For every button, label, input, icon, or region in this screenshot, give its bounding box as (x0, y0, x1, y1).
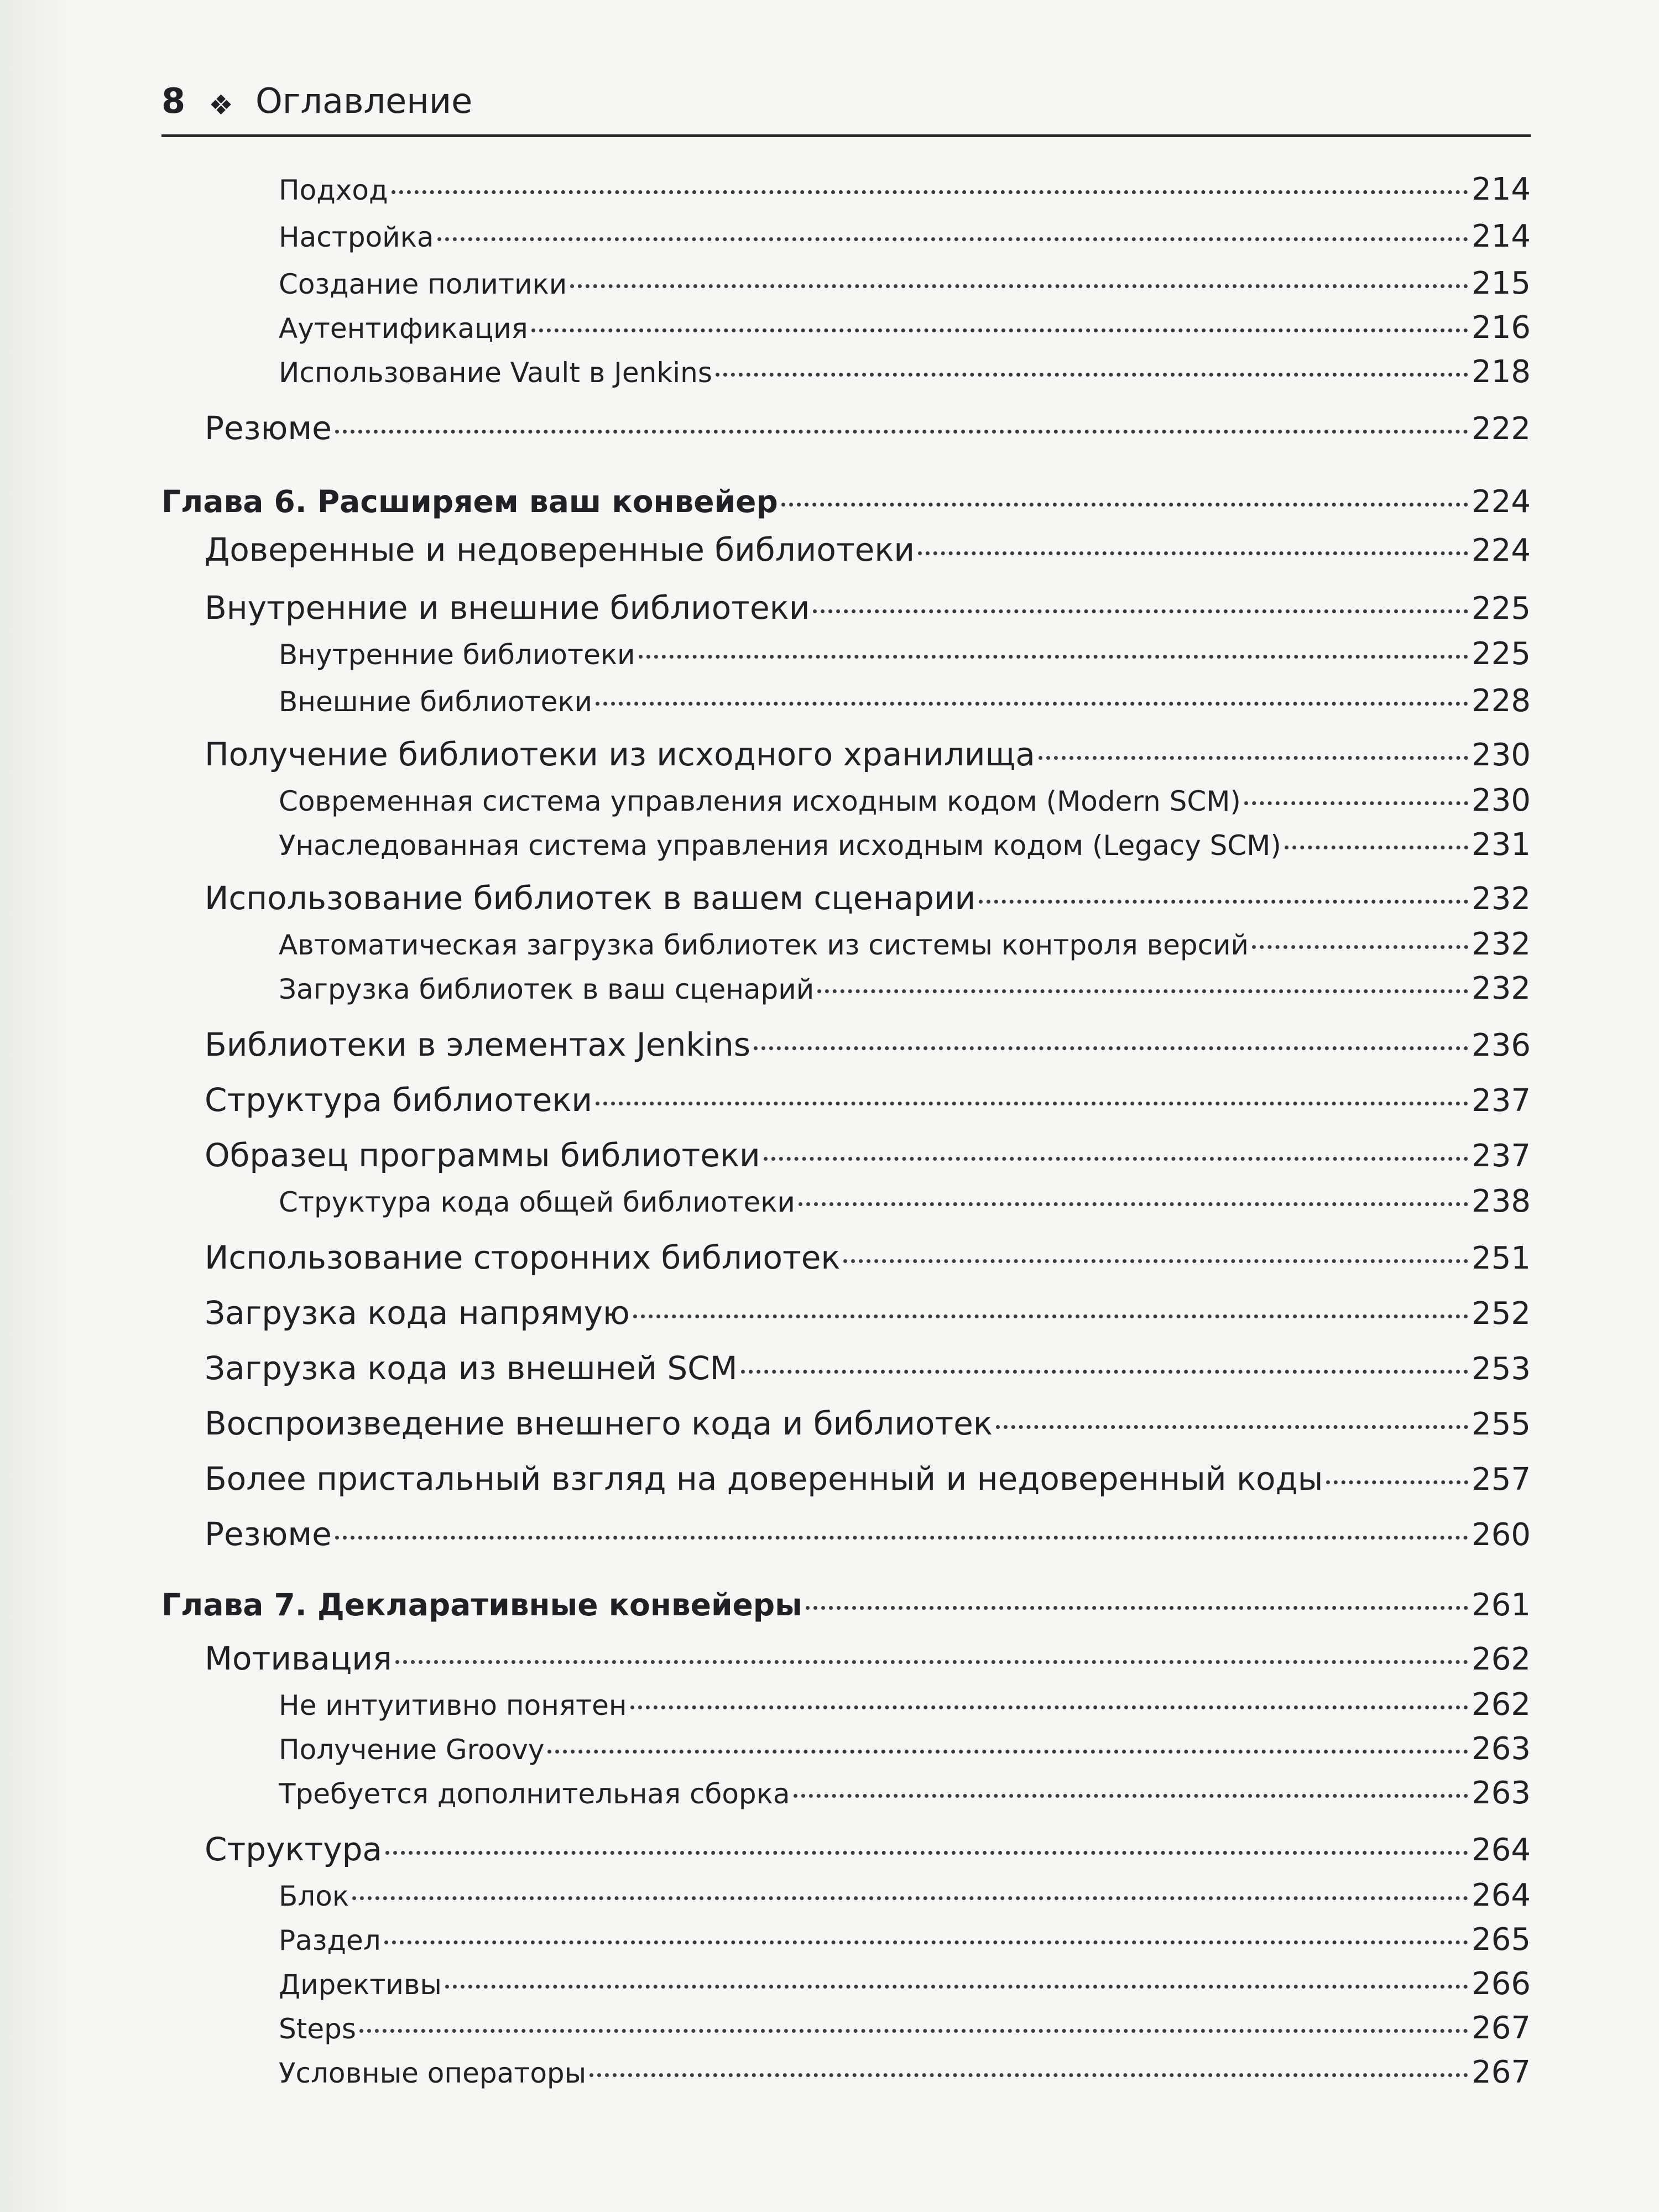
toc-entry-page: 262 (1472, 1641, 1531, 1677)
dot-leader (794, 1794, 1469, 1798)
toc-entry-title: Образец программы библиотеки (205, 1136, 760, 1174)
dot-leader (813, 609, 1468, 613)
toc-section-entry (161, 1405, 1531, 1442)
toc-entry-page: 215 (1472, 265, 1531, 301)
toc-subsection-entry (161, 1966, 1531, 2002)
toc-subsection-entry (161, 1922, 1531, 1958)
toc-entry-page: 265 (1472, 1922, 1531, 1958)
toc-section-entry (161, 879, 1531, 917)
dot-leader (1285, 846, 1468, 849)
dot-leader (806, 1606, 1468, 1610)
dot-leader (979, 900, 1468, 904)
toc-entry-title: Внешние библиотеки (279, 686, 593, 718)
toc-entry-title: Загрузка библиотек в ваш сценарий (279, 973, 815, 1005)
toc-section-entry (161, 1136, 1531, 1174)
toc-entry-title: Требуется дополнительная сборка (279, 1778, 790, 1810)
toc-entry-page: 267 (1472, 2010, 1531, 2046)
toc-entry-title: Резюме (205, 1515, 332, 1553)
header-page-number: 8 (161, 81, 186, 121)
dot-leader (395, 1660, 1468, 1664)
toc-entry-page: 263 (1472, 1775, 1531, 1811)
header-title: Оглавление (255, 81, 473, 121)
dot-leader (633, 1314, 1468, 1318)
dot-leader (384, 1940, 1468, 1944)
toc-entry-page: 214 (1472, 218, 1531, 254)
toc-entry-title: Загрузка кода напрямую (205, 1294, 630, 1332)
ornament-icon: ❖ (208, 89, 231, 121)
toc-entry-title: Условные операторы (279, 2057, 587, 2089)
toc-entry-page: 253 (1472, 1351, 1531, 1387)
toc-entry-page: 225 (1472, 636, 1531, 672)
toc-entry-page: 252 (1472, 1296, 1531, 1332)
dot-leader (392, 190, 1469, 194)
toc-subsection-entry (161, 218, 1531, 254)
toc-entry-page: 238 (1472, 1183, 1531, 1219)
toc-subsection-entry (161, 636, 1531, 672)
dot-leader (385, 1851, 1468, 1855)
dot-leader (799, 1202, 1468, 1206)
toc-entry-title: Глава 7. Декларативные конвейеры (161, 1587, 802, 1623)
dot-leader (445, 1985, 1468, 1989)
toc-entry-page: 230 (1472, 737, 1531, 773)
toc-entry-page: 267 (1472, 2054, 1531, 2090)
dot-leader (437, 237, 1469, 241)
toc-entry-page: 224 (1472, 533, 1531, 568)
dot-leader (1252, 945, 1468, 949)
toc-entry-page: 236 (1472, 1027, 1531, 1063)
toc-entry-page: 237 (1472, 1083, 1531, 1119)
toc-section-entry (161, 735, 1531, 773)
dot-leader (716, 373, 1468, 377)
toc-entry-title: Резюме (205, 409, 332, 447)
dot-leader (996, 1425, 1468, 1429)
dot-leader (335, 430, 1468, 434)
toc-subsection-entry (161, 1687, 1531, 1723)
toc-entry-title: Получение библиотеки из исходного хранилища (205, 735, 1035, 773)
toc-entry-page: 214 (1472, 171, 1531, 207)
toc-section-entry (161, 1026, 1531, 1063)
toc-entry-title: Внутренние библиотеки (279, 639, 635, 671)
toc-entry-page: 232 (1472, 971, 1531, 1006)
toc-section-entry (161, 1239, 1531, 1276)
dot-leader (764, 1157, 1468, 1161)
dot-leader (843, 1259, 1468, 1263)
toc-entry-title: Раздел (279, 1924, 381, 1957)
toc-entry-title: Аутентификация (279, 312, 528, 345)
toc-entry-title: Не интуитивно понятен (279, 1689, 627, 1721)
toc-entry-page: 216 (1472, 310, 1531, 346)
toc-entry-page: 232 (1472, 881, 1531, 917)
dot-leader (639, 655, 1469, 659)
toc-subsection-entry (161, 2010, 1531, 2046)
toc-subsection-entry (161, 926, 1531, 962)
toc-subsection-entry (161, 1183, 1531, 1219)
toc-entry-title: Подход (279, 174, 388, 206)
toc-subsection-entry (161, 1877, 1531, 1913)
toc-entry-title: Получение Groovy (279, 1734, 545, 1766)
toc-section-entry (161, 1830, 1531, 1868)
toc-subsection-entry (161, 265, 1531, 301)
dot-leader (531, 328, 1468, 332)
toc-section-entry (161, 409, 1531, 447)
toc-entry-page: 261 (1472, 1587, 1531, 1623)
toc-section-entry (161, 589, 1531, 627)
toc-chapter-entry (161, 484, 1531, 520)
toc-entry-title: Использование Vault в Jenkins (279, 357, 712, 389)
dot-leader (589, 2073, 1468, 2077)
toc-entry-title: Steps (279, 2013, 356, 2045)
toc-entry-page: 225 (1472, 591, 1531, 627)
toc-entry-title: Библиотеки в элементах Jenkins (205, 1026, 751, 1063)
toc-entry-title: Мотивация (205, 1640, 392, 1677)
dot-leader (741, 1370, 1468, 1374)
dot-leader (1039, 756, 1468, 760)
toc-entry-title: Структура (205, 1830, 382, 1868)
toc-subsection-entry (161, 1775, 1531, 1811)
toc-subsection-entry (161, 1731, 1531, 1767)
toc-entry-page: 228 (1472, 683, 1531, 719)
toc-entry-page: 264 (1472, 1877, 1531, 1913)
toc-entry-page: 231 (1472, 827, 1531, 863)
toc-chapter-entry (161, 1587, 1531, 1623)
toc-entry-page: 232 (1472, 926, 1531, 962)
toc-entry-title: Глава 6. Расширяем ваш конвейер (161, 484, 778, 519)
toc-entry-page: 222 (1472, 411, 1531, 447)
toc-entry-page: 230 (1472, 782, 1531, 818)
toc-entry-title: Современная система управления исходным кодом (Modern SCM) (279, 785, 1241, 817)
dot-leader (630, 1705, 1469, 1709)
dot-leader (918, 551, 1468, 555)
toc-entry-page: 255 (1472, 1406, 1531, 1442)
dot-leader (570, 284, 1468, 288)
toc-section-entry (161, 531, 1531, 568)
toc-subsection-entry (161, 2054, 1531, 2090)
toc-subsection-entry (161, 971, 1531, 1006)
toc-section-entry (161, 1349, 1531, 1387)
toc-entry-title: Использование сторонних библиотек (205, 1239, 841, 1276)
toc-entry-title: Автоматическая загрузка библиотек из системы контроля версий (279, 929, 1249, 961)
dot-leader (754, 1046, 1468, 1050)
running-header (161, 81, 1531, 137)
toc-section-entry (161, 1294, 1531, 1332)
toc-entry-title: Загрузка кода из внешней SCM (205, 1349, 738, 1387)
dot-leader (359, 2029, 1468, 2033)
toc-section-entry (161, 1081, 1531, 1119)
toc-entry-title: Более пристальный взгляд на доверенный и недоверенный коды (205, 1460, 1323, 1498)
dot-leader (817, 989, 1468, 993)
dot-leader (352, 1896, 1468, 1900)
dot-leader (335, 1536, 1468, 1540)
dot-leader (781, 503, 1468, 507)
toc-subsection-entry (161, 354, 1531, 390)
dot-leader (596, 702, 1468, 706)
dot-leader (1326, 1480, 1468, 1484)
toc-subsection-entry (161, 827, 1531, 863)
toc-section-entry (161, 1460, 1531, 1498)
toc-entry-page: 237 (1472, 1138, 1531, 1174)
toc-entry-page: 262 (1472, 1687, 1531, 1723)
toc-subsection-entry (161, 782, 1531, 818)
toc-entry-page: 260 (1472, 1517, 1531, 1553)
toc-entry-title: Использование библиотек в вашем сценарии (205, 879, 976, 917)
toc-section-entry (161, 1515, 1531, 1553)
toc-entry-title: Директивы (279, 1969, 442, 2001)
dot-leader (596, 1102, 1468, 1105)
toc-entry-title: Структура кода общей библиотеки (279, 1186, 795, 1218)
toc-entry-page: 218 (1472, 354, 1531, 390)
toc-entry-title: Блок (279, 1880, 349, 1912)
toc-entry-title: Структура библиотеки (205, 1081, 593, 1119)
toc-section-entry (161, 1640, 1531, 1677)
page-edge-shadow (0, 0, 72, 2212)
toc-entry-title: Внутренние и внешние библиотеки (205, 589, 810, 627)
toc-entry-page: 251 (1472, 1240, 1531, 1276)
toc-entry-page: 264 (1472, 1832, 1531, 1868)
toc-entry-title: Создание политики (279, 268, 567, 300)
toc-entry-page: 266 (1472, 1966, 1531, 2002)
toc-entry-page: 224 (1472, 484, 1531, 520)
toc-entry-page: 263 (1472, 1731, 1531, 1767)
toc-entry-title: Воспроизведение внешнего кода и библиотек (205, 1405, 993, 1442)
toc-entry-title: Унаследованная система управления исходным кодом (Legacy SCM) (279, 830, 1281, 862)
dot-leader (1244, 801, 1468, 805)
toc-subsection-entry (161, 310, 1531, 346)
dot-leader (547, 1750, 1468, 1754)
toc-entry-title: Доверенные и недоверенные библиотеки (205, 531, 915, 568)
toc-entry-title: Настройка (279, 221, 434, 253)
toc-entry-page: 257 (1472, 1462, 1531, 1498)
toc-subsection-entry (161, 171, 1531, 207)
toc-subsection-entry (161, 683, 1531, 719)
